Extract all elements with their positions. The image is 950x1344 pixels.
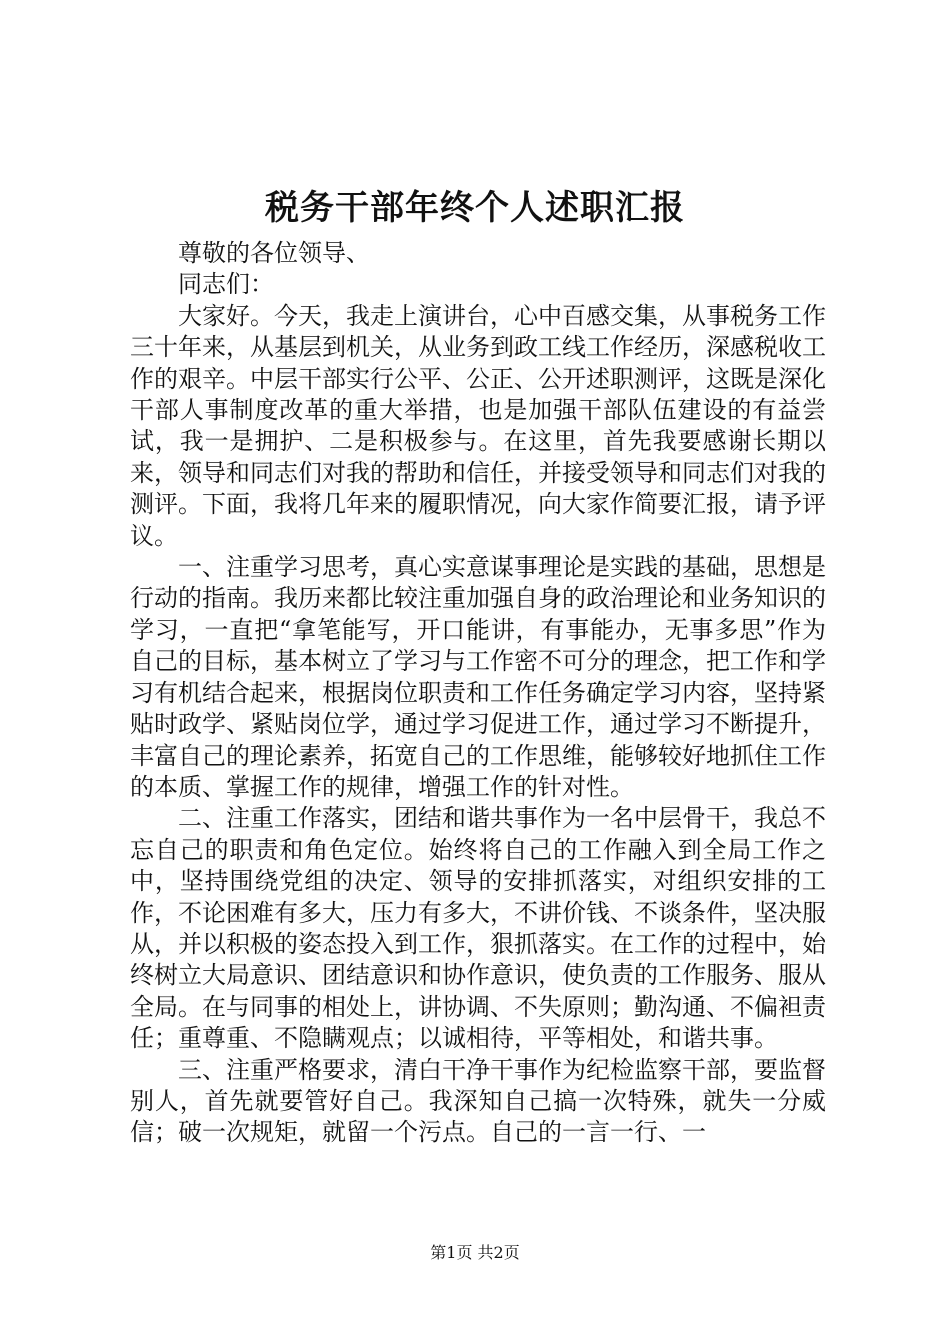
salutation-line: 同志们： (178, 270, 274, 299)
document-body (130, 238, 826, 1149)
salutation-line: 尊敬的各位领导、 (178, 239, 370, 267)
body-paragraph: 一、注重学习思考，真心实意谋事理论是实践的基础，思想是行动的指南。我历来都比较注重加强自身的政治理论和业务知识的学习，一直把“拿笔能写，开口能讲，有事能办，无事多思”作为自己的目标，基本树立了学习与工作密不可分的理念，把工作和学习有机结合起来，根据岗位职责和工作任务确定学习内容，坚持紧贴时政学、紧贴岗位学，通过学习促进工作，通过学习不断提升，丰富自己的理论素养，拓宽自己的工作思维，能够较好地抓住工作的本质、掌握工作的规律，增强工作的针对性。 (130, 553, 826, 801)
page-number-footer: 第1页 共2页 (430, 1243, 520, 1262)
document-title: 税务干部年终个人述职汇报 (265, 188, 685, 228)
body-paragraph: 三、注重严格要求，清白干净干事作为纪检监察干部，要监督别人，首先就要管好自己。我深知自己搞一次特殊，就失一分威信；破一次规矩，就留一个污点。自己的一言一行、一 (130, 1055, 826, 1147)
body-paragraph: 大家好。今天，我走上演讲台，心中百感交集，从事税务工作三十年来，从基层到机关，从业务到政工线工作经历，深感税收工作的艰辛。中层干部实行公平、公正、公开述职测评，这既是深化干部人事制度改革的重大举措，也是加强干部队伍建设的有益尝试，我一是拥护、二是积极参与。在这里，首先我要感谢长期以来，领导和同志们对我的帮助和信任，并接受领导和同志们对我的测评。下面，我将几年来的履职情况，向大家作简要汇报，请予评议。 (130, 301, 826, 550)
body-paragraph: 二、注重工作落实，团结和谐共事作为一名中层骨干，我总不忘自己的职责和角色定位。始终将自己的工作融入到全局工作之中，坚持围绕党组的决定、领导的安排抓落实，对组织安排的工作，不论困难有多大，压力有多大，不讲价钱、不谈条件，坚决服从，并以积极的姿态投入到工作，狠抓落实。在工作的过程中，始终树立大局意识、团结意识和协作意识，使负责的工作服务、服从全局。在与同事的相处上，讲协调、不失原则；勤沟通、不偏袒责任；重尊重、不隐瞒观点；以诚相待，平等相处，和谐共事。 (130, 804, 826, 1053)
